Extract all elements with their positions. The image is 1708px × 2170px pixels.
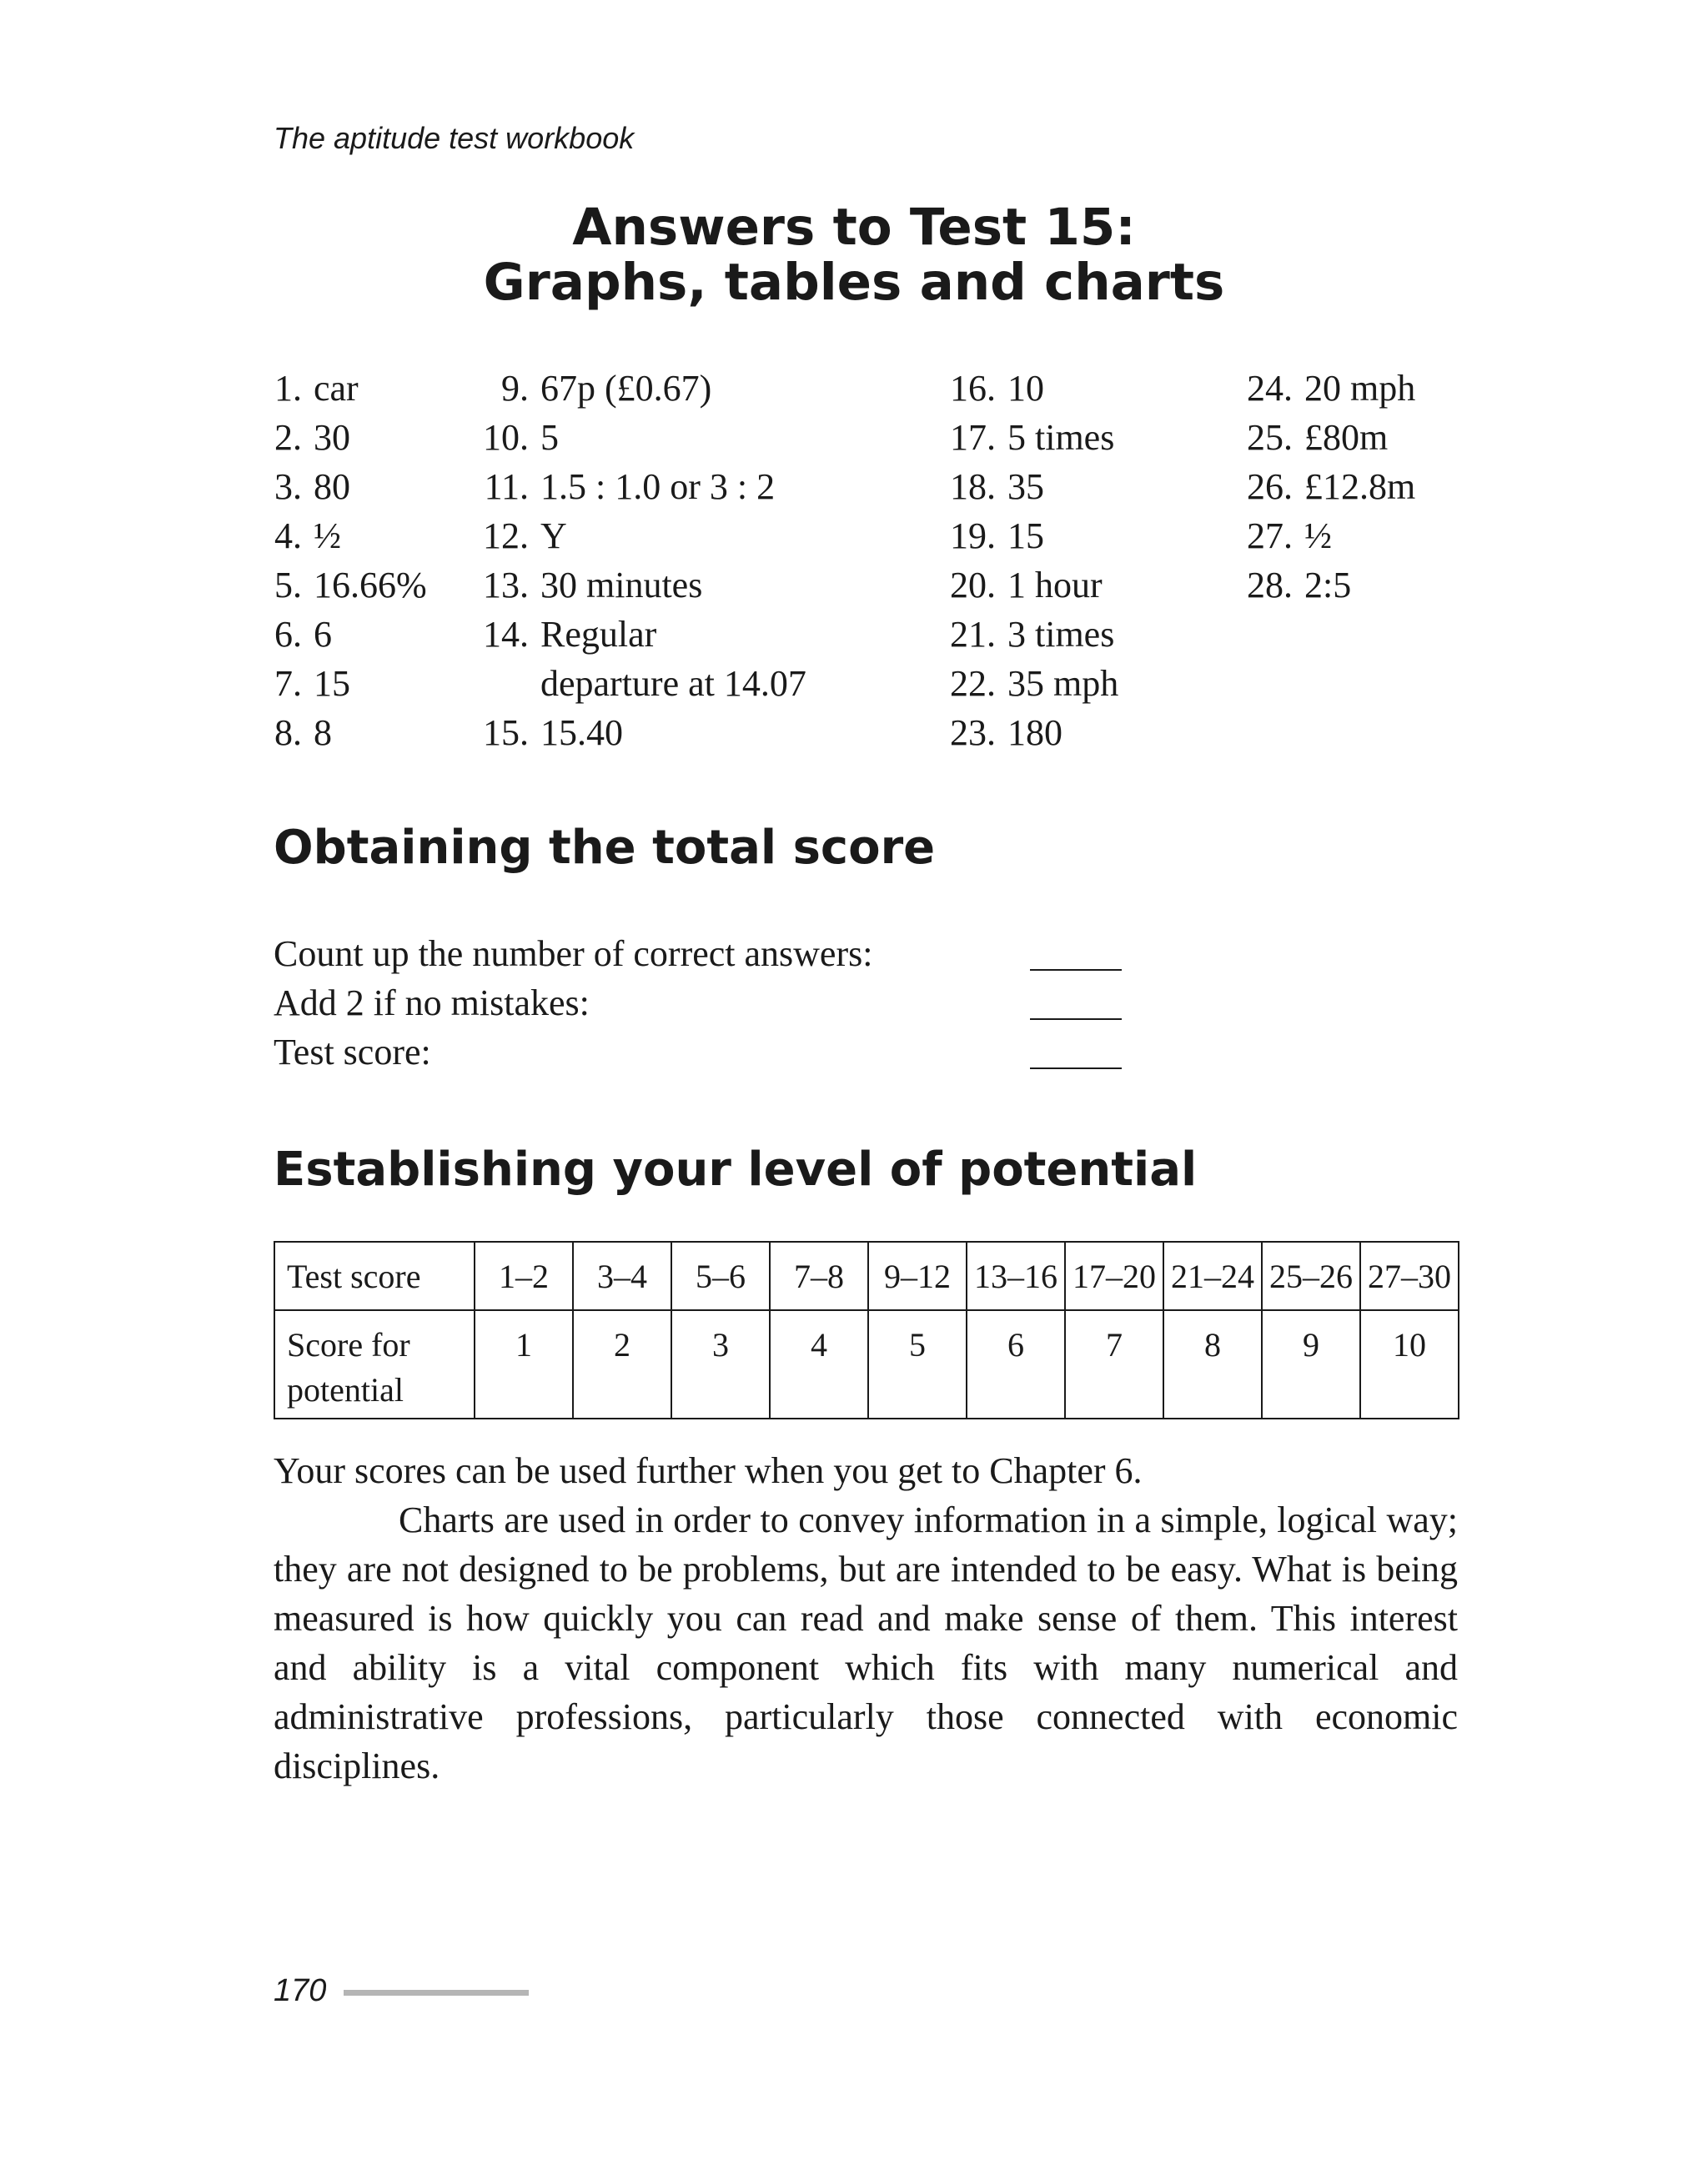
title-line-2: Graphs, tables and charts [483, 253, 1225, 312]
answer-number: 14. [483, 614, 529, 655]
answer-number: 21. [950, 614, 996, 655]
table-cell: 13–16 [967, 1242, 1065, 1310]
table-cell: 2 [573, 1310, 671, 1419]
answer-number: 28. [1247, 565, 1293, 605]
table-cell: 6 [967, 1310, 1065, 1419]
table-cell: 1–2 [475, 1242, 573, 1310]
answer-item-continuation [477, 659, 806, 708]
answer-blank [1030, 1067, 1122, 1069]
answer-item [272, 708, 427, 757]
row-header: Test score [274, 1242, 475, 1310]
table-cell: 3 [671, 1310, 770, 1419]
table-cell: 10 [1360, 1310, 1459, 1419]
answer-number: 17. [950, 417, 996, 458]
answer-number: 15. [483, 712, 529, 753]
page-title [0, 200, 1708, 310]
running-head: The aptitude test workbook [274, 121, 635, 155]
answer-number: 16. [950, 368, 996, 409]
answer-item [944, 708, 1118, 757]
answer-item [272, 610, 427, 659]
answer-text: 5 times [1007, 417, 1115, 458]
title-line-1: Answers to Test 15: [572, 198, 1136, 257]
row-header [274, 1310, 475, 1419]
answer-item [477, 610, 806, 659]
answer-text: 15 [1007, 515, 1044, 556]
answer-item [1241, 560, 1415, 610]
answer-number: 8. [274, 712, 302, 753]
table-cell: 25–26 [1262, 1242, 1360, 1310]
answer-text: 15.40 [540, 712, 623, 753]
answer-item [272, 659, 427, 708]
answer-text: £12.8m [1304, 466, 1416, 507]
table-row [274, 1242, 1459, 1310]
score-line [274, 929, 872, 978]
answer-text: 15 [314, 663, 350, 704]
page-number: 170 [274, 1973, 327, 2008]
table-cell: 7 [1065, 1310, 1163, 1419]
answer-item [272, 413, 427, 462]
table-cell: 3–4 [573, 1242, 671, 1310]
answer-text: 8 [314, 712, 332, 753]
answer-number: 10. [483, 417, 529, 458]
answer-number: 4. [274, 515, 302, 556]
answer-item [1241, 511, 1415, 560]
answers-column-1 [272, 364, 427, 757]
answer-number: 24. [1247, 368, 1293, 409]
answer-number: 26. [1247, 466, 1293, 507]
answer-number: 27. [1247, 515, 1293, 556]
answer-text-continuation: departure at 14.07 [540, 663, 806, 704]
row-header-line: Score for [287, 1326, 410, 1364]
answer-text: 30 minutes [540, 565, 703, 605]
answer-text: Regular [540, 614, 657, 655]
table-cell: 7–8 [770, 1242, 868, 1310]
potential-table [274, 1241, 1459, 1419]
answer-item [1241, 413, 1415, 462]
answer-item [1241, 462, 1415, 511]
answer-text: 35 [1007, 466, 1044, 507]
answer-text: 35 mph [1007, 663, 1119, 704]
body-paragraph: Charts are used in order to convey information in a simple, logical way; they are not designed to be problems, but are intended to be easy. What is being measured is how quickly you can read and make sense of them. This interest and ability is a vital component which fits with many numerical and administrative professions, particularly those connected with economic disciplines. [274, 1499, 1458, 1786]
answer-text: 80 [314, 466, 350, 507]
table-cell: 9–12 [868, 1242, 967, 1310]
answer-number: 6. [274, 614, 302, 655]
answer-number: 23. [950, 712, 996, 753]
table-cell: 9 [1262, 1310, 1360, 1419]
answer-number: 18. [950, 466, 996, 507]
answer-text: ½ [314, 515, 341, 556]
answer-text: 1 hour [1007, 565, 1103, 605]
table-cell: 17–20 [1065, 1242, 1163, 1310]
table-cell: 5–6 [671, 1242, 770, 1310]
answer-number: 1. [274, 368, 302, 409]
answer-text: 16.66% [314, 565, 427, 605]
answers-column-3 [944, 364, 1118, 757]
answer-number: 3. [274, 466, 302, 507]
table-cell: 5 [868, 1310, 967, 1419]
answer-text: 1.5 : 1.0 or 3 : 2 [540, 466, 776, 507]
answer-text: ½ [1304, 515, 1332, 556]
answer-number: 22. [950, 663, 996, 704]
answer-text: 180 [1007, 712, 1062, 753]
answer-text: 30 [314, 417, 350, 458]
answer-text: 10 [1007, 368, 1044, 409]
table-row [274, 1310, 1459, 1419]
answer-item [477, 364, 806, 413]
answer-number: 5. [274, 565, 302, 605]
answer-blank [1030, 969, 1122, 971]
row-header-line: potential [287, 1371, 404, 1409]
answer-item [477, 413, 806, 462]
total-score-heading: Obtaining the total score [274, 821, 936, 875]
body-paragraph: Your scores can be used further when you get to Chapter 6. [274, 1450, 1143, 1491]
answer-text: 5 [540, 417, 559, 458]
score-line-label: Add 2 if no mistakes: [274, 982, 590, 1023]
answer-item [477, 708, 806, 757]
answer-item [477, 511, 806, 560]
folio-rule [344, 1990, 529, 1996]
table-cell: 8 [1163, 1310, 1262, 1419]
table-cell: 1 [475, 1310, 573, 1419]
answer-blank [1030, 1018, 1122, 1020]
table-cell: 21–24 [1163, 1242, 1262, 1310]
score-line [274, 978, 872, 1027]
answer-text: 2:5 [1304, 565, 1352, 605]
score-line-label: Test score: [274, 1032, 431, 1072]
answers-column-2 [477, 364, 806, 757]
answer-item [477, 560, 806, 610]
answer-number: 11. [484, 466, 529, 507]
answer-text: 3 times [1007, 614, 1115, 655]
answer-item [1241, 364, 1415, 413]
table-cell: 27–30 [1360, 1242, 1459, 1310]
answer-item [944, 560, 1118, 610]
answer-item [944, 511, 1118, 560]
answer-number: 9. [501, 368, 529, 409]
answer-number: 25. [1247, 417, 1293, 458]
answer-text: Y [540, 515, 567, 556]
answer-number: 2. [274, 417, 302, 458]
answer-text: car [314, 368, 359, 409]
answer-text: 6 [314, 614, 332, 655]
answer-text: £80m [1304, 417, 1389, 458]
answer-item [944, 364, 1118, 413]
answer-text: 67p (£0.67) [540, 368, 712, 409]
answer-item [944, 610, 1118, 659]
body-text [274, 1446, 1458, 1791]
answer-item [477, 462, 806, 511]
answer-number: 20. [950, 565, 996, 605]
table-cell: 4 [770, 1310, 868, 1419]
answer-text: 20 mph [1304, 368, 1416, 409]
score-line-label: Count up the number of correct answers: [274, 933, 873, 974]
answer-item [272, 364, 427, 413]
potential-heading: Establishing your level of potential [274, 1143, 1198, 1197]
score-line [274, 1027, 872, 1077]
answer-item [944, 413, 1118, 462]
answer-number: 19. [950, 515, 996, 556]
answer-item [272, 560, 427, 610]
answer-number: 12. [483, 515, 529, 556]
answers-column-4 [1241, 364, 1415, 610]
answer-number: 13. [483, 565, 529, 605]
score-lines [274, 929, 872, 1077]
answer-item [272, 462, 427, 511]
answer-number: 7. [274, 663, 302, 704]
answer-item [272, 511, 427, 560]
answer-item [944, 659, 1118, 708]
answer-item [944, 462, 1118, 511]
